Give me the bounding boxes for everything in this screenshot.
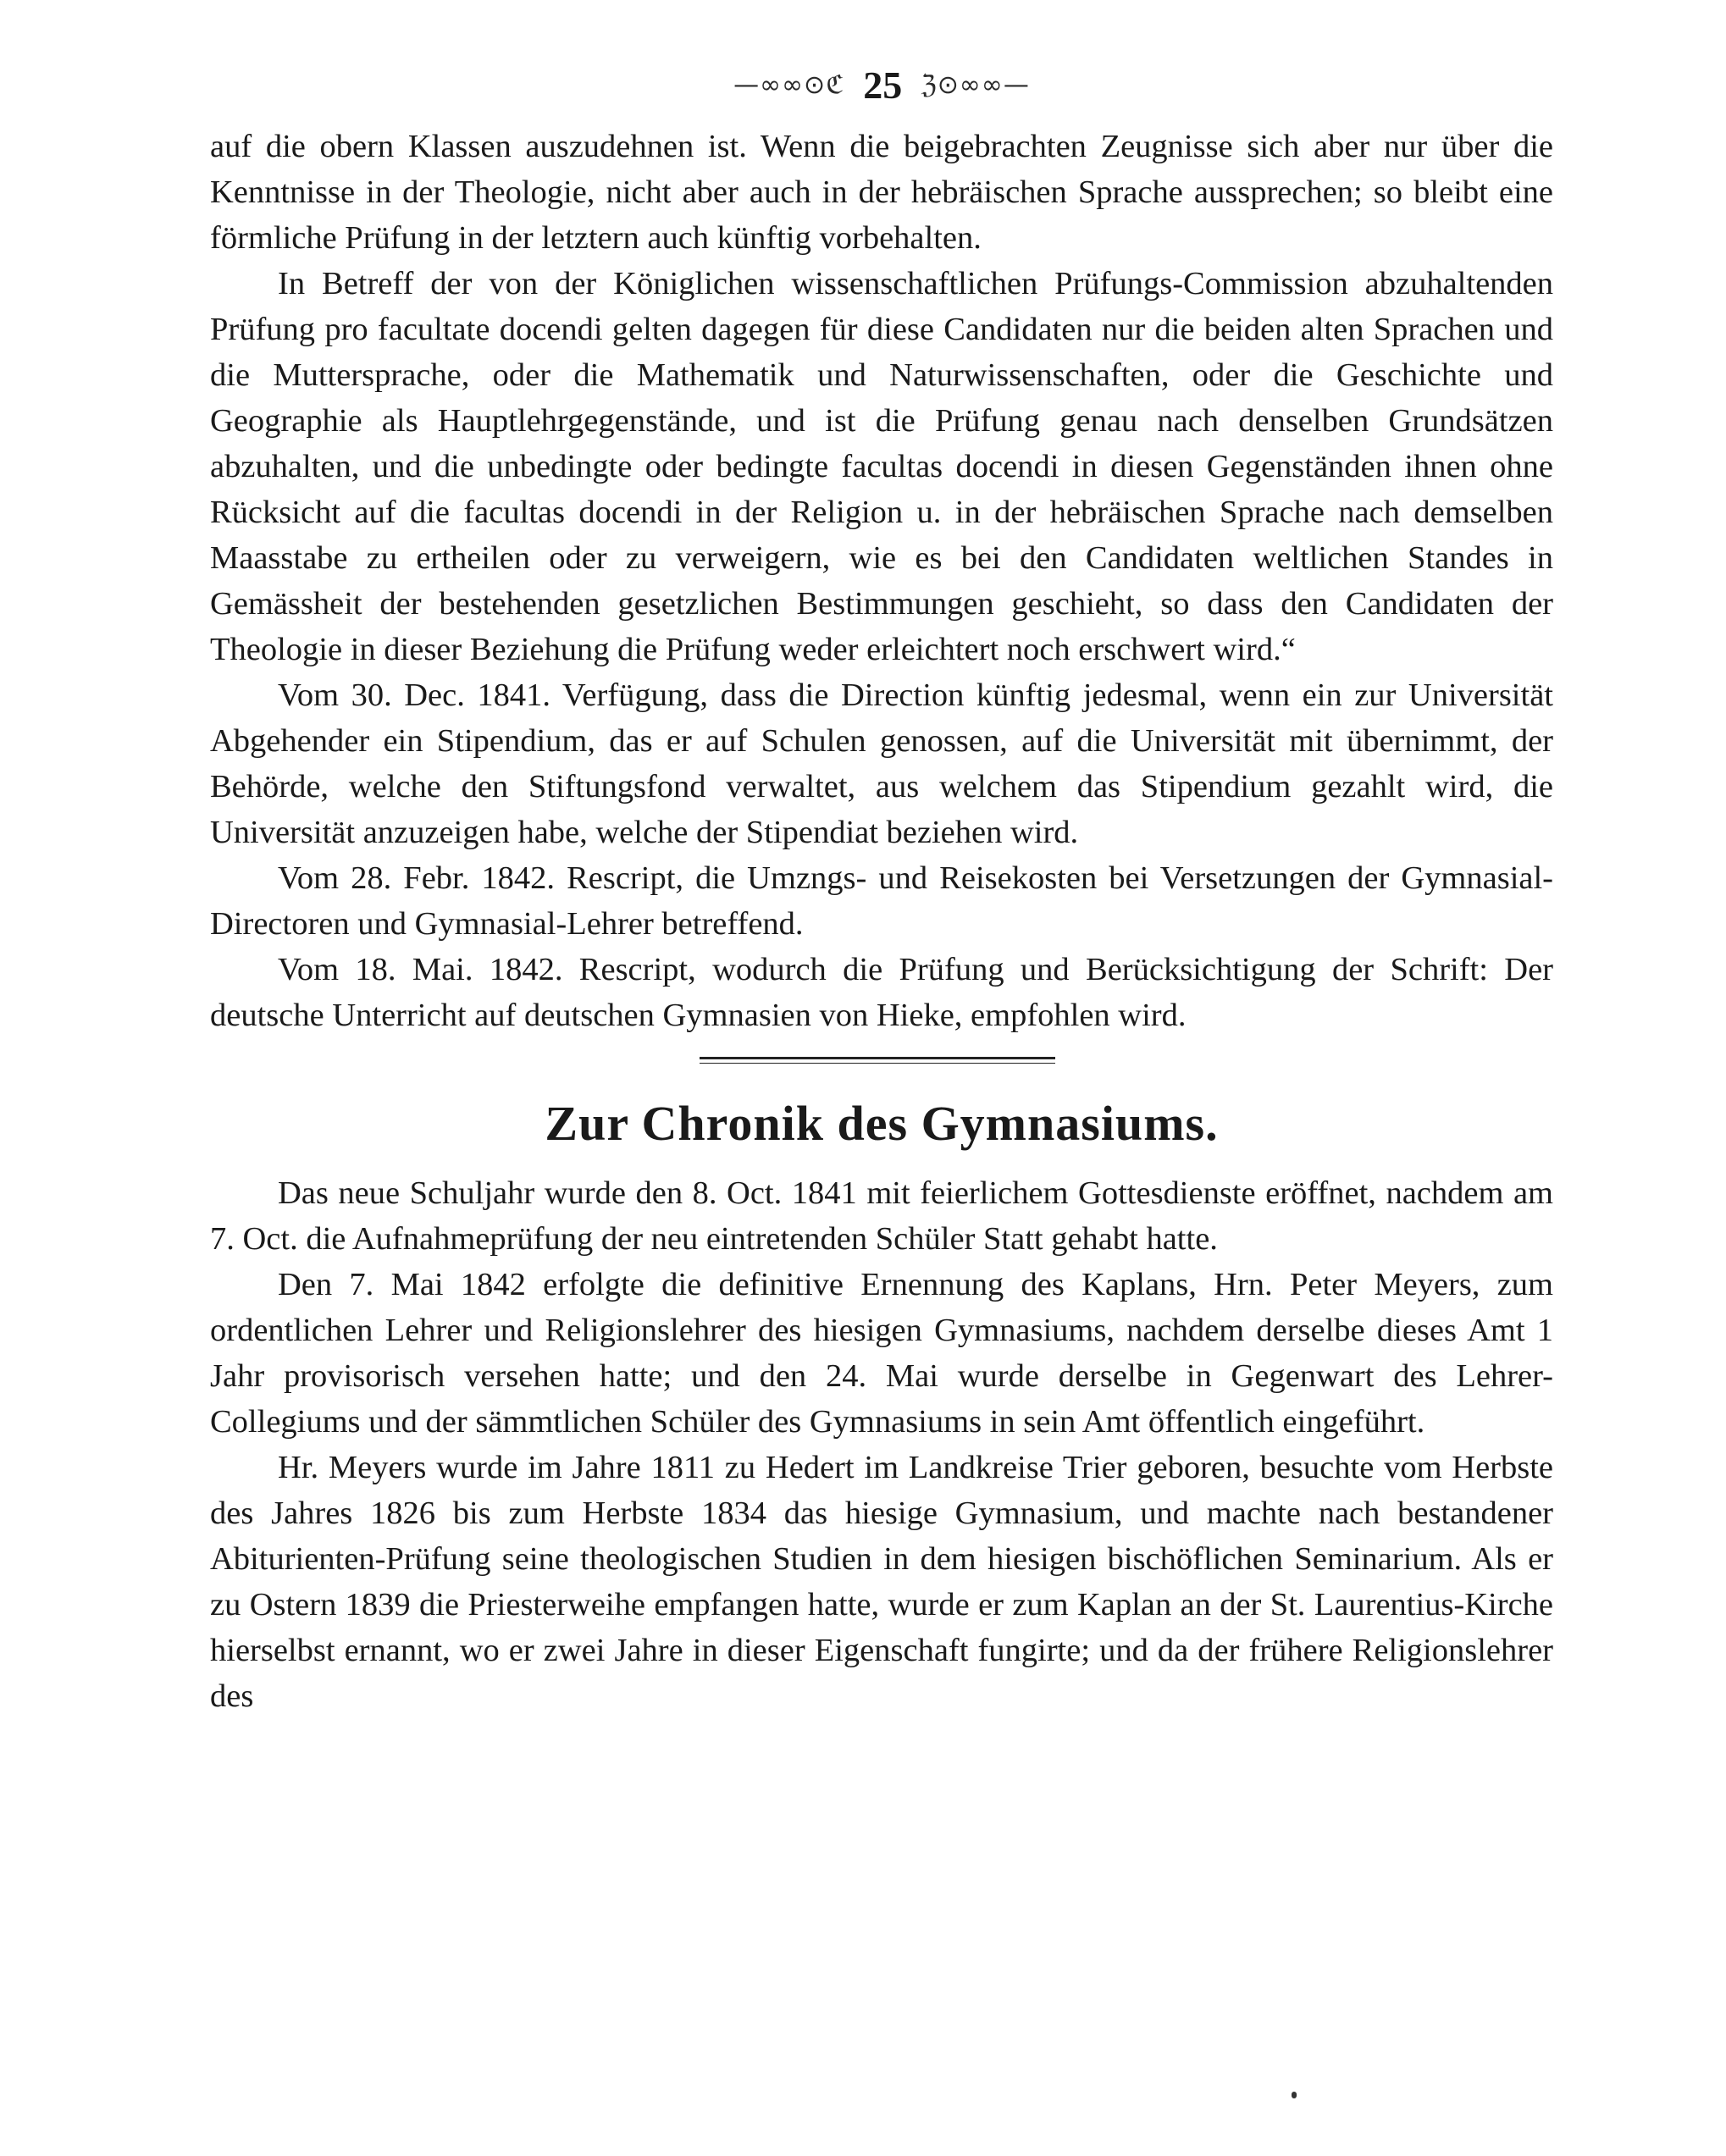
paragraph: In Betreff der von der Königlichen wissenschaftlichen Prüfungs-Commission abzuhaltenden Prüfung pro facultate docendi gelten dagegen für diese Candidaten nur die beiden alten Sprachen und die Muttersprache, oder die Mathematik und Naturwissenschaften, oder die Geschichte und Geographie als Hauptlehrgegenstände, und ist die Prüfung genau nach denselben Grundsätzen abzuhalten, und die unbedingte oder bedingte facultas docendi in diesen Gegenständen ihnen ohne Rücksicht auf die facultas docendi in der Religion u. in der hebräischen Sprache nach demselben Maasstabe zu ertheilen oder zu verweigern, wie es bei den Candidaten weltlichen Standes in Gemässheit der bestehenden gesetzlichen Bestimmungen geschieht, so dass den Candidaten der Theologie in dieser Beziehung die Prüfung weder erleichtert noch erschwert wird.“: [210, 266, 1553, 667]
paragraph: Vom 28. Febr. 1842. Rescript, die Umzngs- und Reisekosten bei Versetzungen der Gymnasial-Directoren und Gymnasial-Lehrer betreffend.: [210, 860, 1553, 942]
paragraph: Vom 30. Dec. 1841. Verfügung, dass die Direction künftig jedesmal, wenn ein zur Universität Abgehender ein Stipendium, das er auf Schulen genossen, auf die Universität mit übernimmt, der Behörde, welche den Stiftungsfond verwaltet, aus welchem das Stipendium gezahlt wird, die Universität anzuzeigen habe, welche der Stipendiat beziehen wird.: [210, 677, 1553, 850]
print-speck: [1292, 2092, 1297, 2098]
paragraph: Vom 18. Mai. 1842. Rescript, wodurch die Prüfung und Berücksichtigung der Schrift: Der deutsche Unterricht auf deutschen Gymnasien von Hieke, empfohlen wird.: [210, 952, 1553, 1033]
page-header: [210, 51, 1553, 119]
section-heading: Zur Chronik des Gymnasiums.: [545, 1096, 1219, 1151]
ornament-right: ℨ⊙∞∞—: [921, 69, 1030, 100]
paragraph: auf die obern Klassen auszudehnen ist. Wenn die beigebrachten Zeugnisse sich aber nur über die Kenntnisse in der Theologie, nicht aber auch in der hebräischen Sprache aussprechen; so bleibt eine förmliche Prüfung in der letztern auch künftig vorbehalten.: [210, 129, 1553, 256]
page-number: 25: [863, 63, 903, 107]
paragraph: Hr. Meyers wurde im Jahre 1811 zu Hedert im Landkreise Trier geboren, besuchte vom Herbste des Jahres 1826 bis zum Herbste 1834 das hiesige Gymnasium, und machte nach bestandener Abiturienten-Prüfung seine theologischen Studien in dem hiesigen bischöflichen Seminarium. Als er zu Ostern 1839 die Priesterweihe empfangen hatte, wurde er zum Kaplan an der St. Laurentius-Kirche hierselbst ernannt, wo er zwei Jahre in dieser Eigenschaft fungirte; und da der frühere Religionslehrer des: [210, 1450, 1553, 1714]
ornament-left: —∞∞⊙ℭ: [733, 69, 845, 100]
paragraph: Das neue Schuljahr wurde den 8. Oct. 1841 mit feierlichem Gottesdienste eröffnet, nachdem am 7. Oct. die Aufnahmeprüfung der neu eintretenden Schüler Statt gehabt hatte.: [210, 1175, 1553, 1257]
body-text-upper: [210, 124, 1553, 1038]
body-text-lower: [210, 1170, 1553, 1719]
document-page: [210, 51, 1553, 1719]
section-separator: [210, 1045, 1553, 1084]
paragraph: Den 7. Mai 1842 erfolgte die definitive Ernennung des Kaplans, Hrn. Peter Meyers, zum ordentlichen Lehrer und Religionslehrer des hiesigen Gymnasiums, nachdem derselbe dieses Amt 1 Jahr provisorisch versehen hatte; und den 24. Mai wurde derselbe in Gegenwart des Lehrer-Collegiums und der sämmtlichen Schüler des Gymnasiums in sein Amt öffentlich eingeführt.: [210, 1267, 1553, 1440]
separator-rule: [700, 1057, 1055, 1064]
